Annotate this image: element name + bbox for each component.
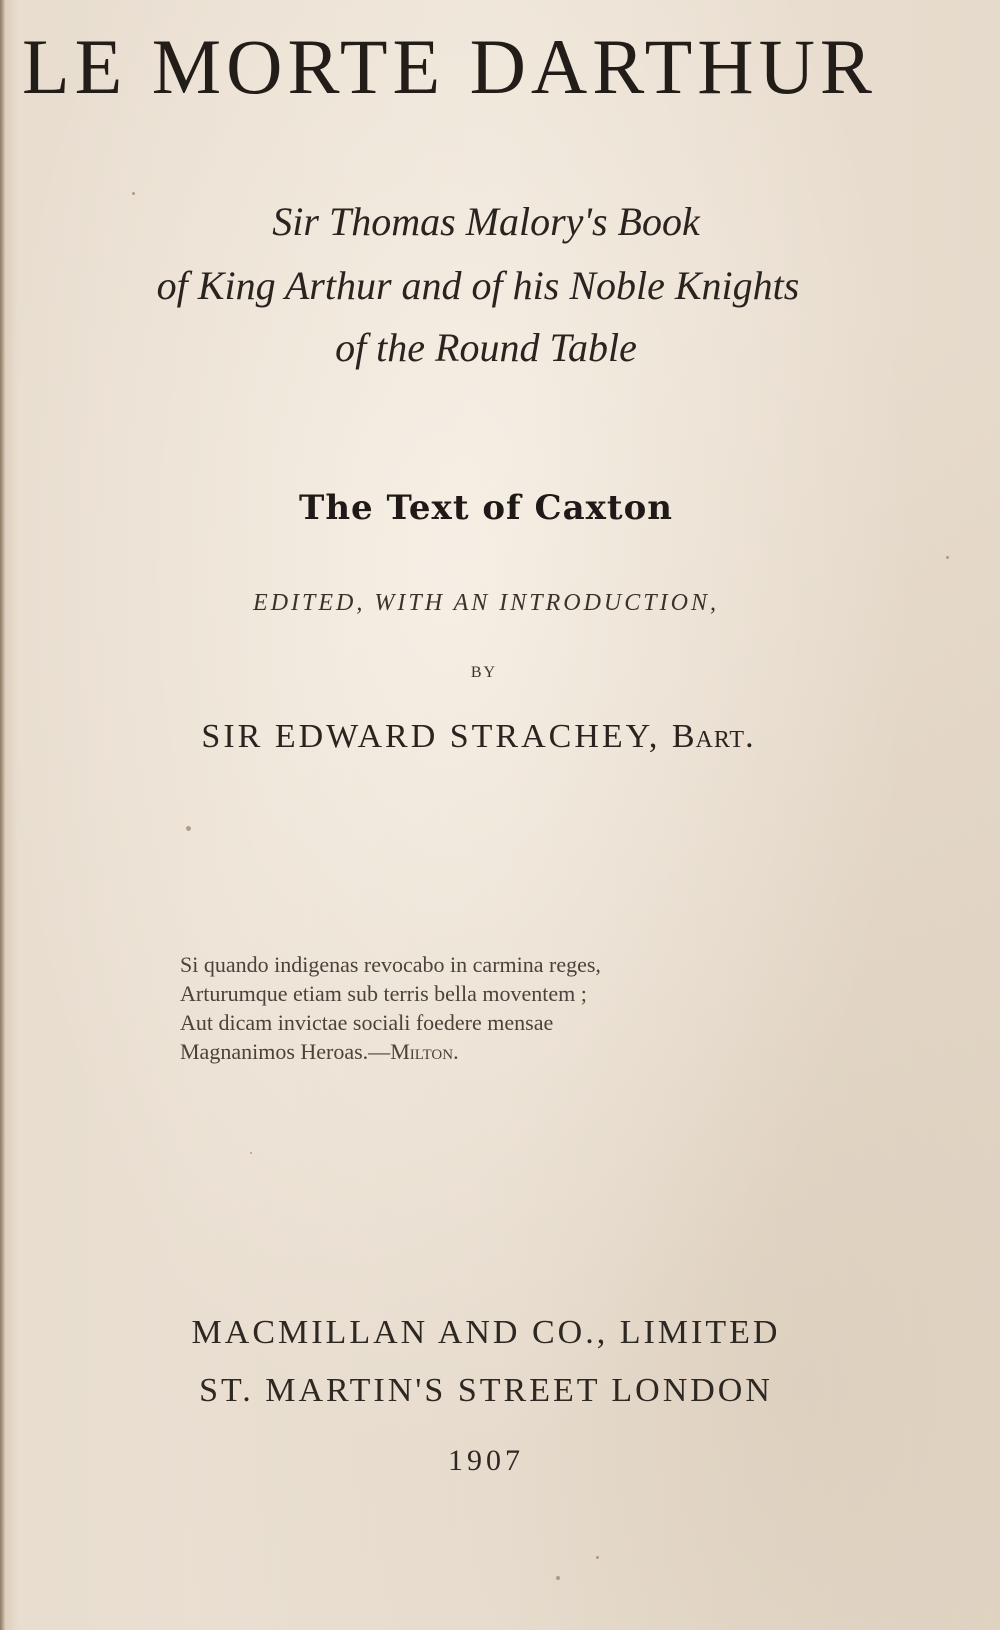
subtitle-line-3: of the Round Table [335, 325, 637, 370]
publisher-line-1: MACMILLAN AND CO., LIMITED [191, 1314, 781, 1351]
paper-speck [186, 826, 191, 831]
editor-name [0, 718, 978, 756]
subtitle-line-1: Sir Thomas Malory's Book [272, 199, 700, 244]
subtitle-line-2: of King Arthur and of his Noble Knights [156, 263, 800, 308]
editor-name-text: SIR EDWARD STRACHEY, [201, 718, 661, 755]
publisher-line-2: ST. MARTIN'S STREET LONDON [199, 1372, 773, 1409]
epigraph-line-2: Arturumque etiam sub terris bella moventem ; [180, 981, 587, 1006]
paper-speck [596, 1556, 599, 1559]
epigraph [180, 950, 820, 1066]
by-line: BY [470, 664, 498, 681]
paper-speck [556, 1576, 560, 1580]
paper-speck [946, 556, 949, 559]
publication-year: 1907 [448, 1444, 524, 1477]
epigraph-line-4 [180, 1037, 820, 1066]
epigraph-last-line-text: Magnanimos Heroas.— [180, 1039, 391, 1064]
epigraph-line-3: Aut dicam invictae sociali foedere mensae [180, 1010, 554, 1035]
text-of-caxton: The Text of Caxton [299, 488, 673, 528]
editor-title-suffix: Bart. [671, 718, 755, 755]
epigraph-line-1: Si quando indigenas revocabo in carmina reges, [180, 952, 601, 977]
paper-speck [250, 1152, 252, 1154]
epigraph-attribution: Milton. [390, 1039, 459, 1064]
edited-line: EDITED, WITH AN INTRODUCTION, [253, 590, 719, 616]
paper-speck [132, 192, 135, 195]
book-title: LE MORTE DARTHUR [22, 23, 877, 110]
